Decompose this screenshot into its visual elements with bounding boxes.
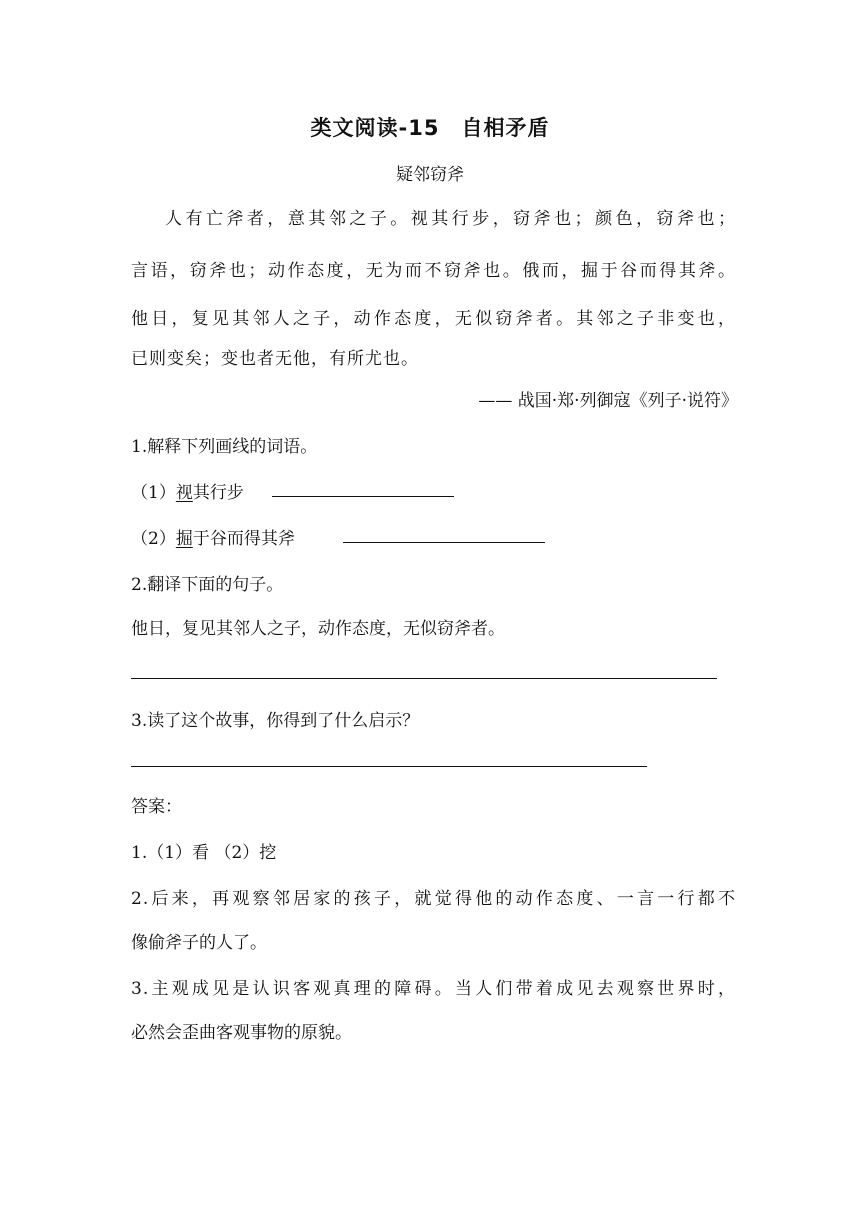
question-1: 1.解释下列画线的词语。 [131,437,318,457]
passage-line-4: 已则变矣；变也者无他，有所尤也。 [131,349,419,369]
answer-2-line-2: 像偷斧子的人了。 [131,933,267,953]
passage-source: —— 战国·郑·列御寇《列子·说符》 [478,391,738,411]
underlined-word: 掘 [175,529,193,549]
question-3: 3.读了这个故事，你得到了什么启示？ [131,711,420,731]
question-2-sentence: 他日，复见其邻人之子，动作态度，无似窃斧者。 [131,619,505,639]
passage-line-2: 言语，窃斧也；动作态度，无为而不窃斧也。俄而，掘于谷而得其斧。 [131,261,736,281]
answers-heading: 答案： [131,797,182,817]
underlined-word: 视 [175,483,193,503]
answer-blank-3[interactable] [131,766,647,767]
item-text: 其行步 [192,483,244,503]
answer-3-line-1: 3.主观成见是认识客观真理的障碍。当人们带着成见去观察世界时， [131,979,736,999]
item-number: （1） [131,483,176,503]
document-title: 类文阅读-15 自相矛盾 [310,116,550,140]
answer-1: 1.（1）看 （2）挖 [131,843,277,863]
question-1-item-2 [131,524,295,549]
item-text: 于谷而得其斧 [192,529,295,549]
item-number: （2） [131,529,176,549]
question-2: 2.翻译下面的句子。 [131,575,284,595]
question-1-item-1 [131,478,244,503]
passage-title: 疑邻窃斧 [396,165,464,185]
answer-3-line-2: 必然会歪曲客观事物的原貌。 [131,1023,352,1043]
answer-blank-2[interactable] [131,678,717,679]
answer-2-line-1: 2.后来，再观察邻居家的孩子，就觉得他的动作态度、一言一行都不 [131,889,736,909]
passage-line-1: 人有亡斧者，意其邻之子。视其行步，窃斧也；颜色，窃斧也； [165,209,736,229]
answer-blank-1-2[interactable] [343,542,545,543]
answer-blank-1-1[interactable] [272,496,454,497]
passage-line-3: 他日，复见其邻人之子，动作态度，无似窃斧者。其邻之子非变也， [131,309,736,329]
